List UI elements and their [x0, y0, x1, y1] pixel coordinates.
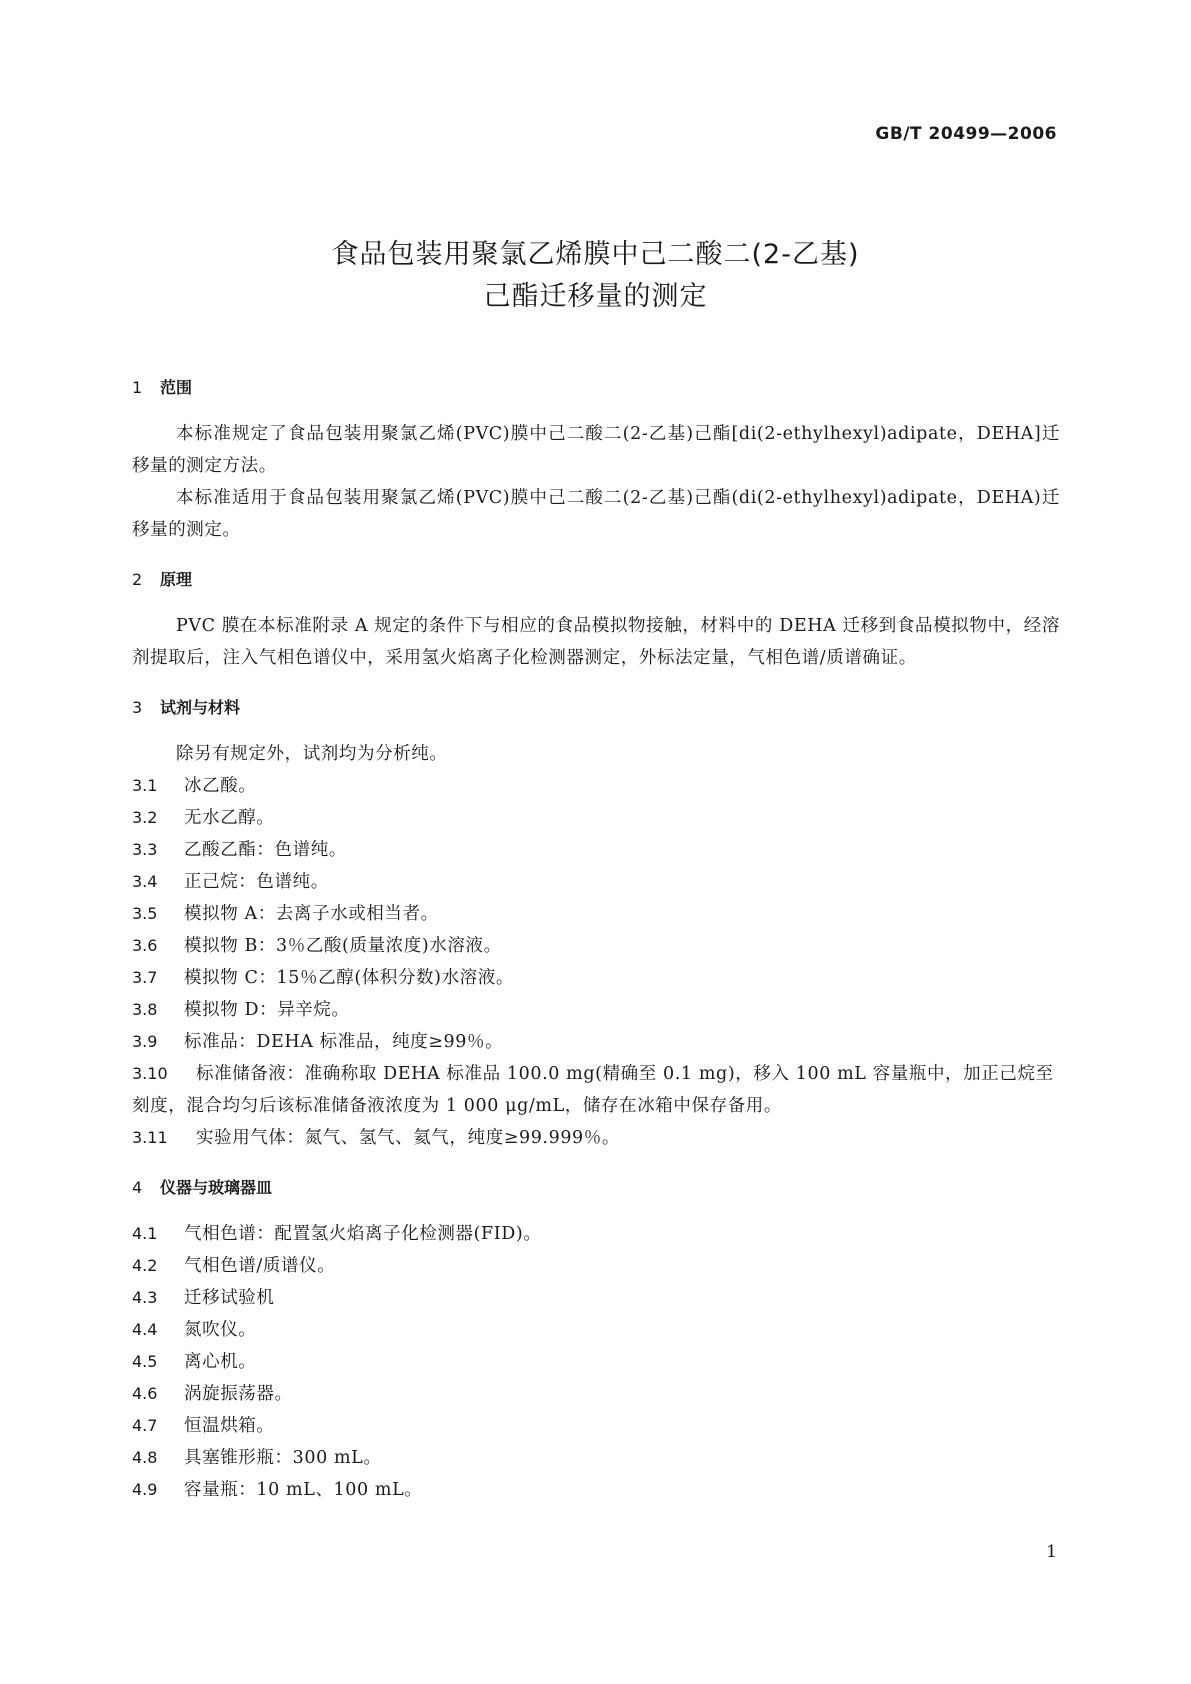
- section-heading-scope: [132, 372, 1060, 404]
- item-number: 3.11: [132, 1128, 168, 1147]
- list-item: [132, 1058, 1060, 1122]
- item-text: 具塞锥形瓶：300 mL。: [184, 1448, 382, 1468]
- item-text: 氮吹仪。: [184, 1320, 257, 1340]
- item-number: 3.3: [132, 840, 158, 859]
- item-number: 3.1: [132, 776, 158, 795]
- paragraph: 本标准适用于食品包装用聚氯乙烯(PVC)膜中己二酸二(2-乙基)己酯(di(2-ethylhexyl)adipate，DEHA)迁移量的测定。: [132, 488, 1060, 540]
- item-text: 模拟物 A：去离子水或相当者。: [184, 904, 439, 924]
- section-heading-principle: [132, 564, 1060, 596]
- item-text: 涡旋振荡器。: [184, 1384, 293, 1404]
- list-item: [132, 994, 1060, 1026]
- item-text: 标准储备液：准确称取 DEHA 标准品 100.0 mg(精确至 0.1 mg)，移入 100 mL 容量瓶中，加正己烷至刻度，混合均匀后该标准储备液浓度为 1 000 μg/mL，储存在冰箱中保存备用。: [132, 1064, 1054, 1116]
- section-number: 3: [132, 698, 143, 717]
- list-item: [132, 930, 1060, 962]
- item-text: 冰乙酸。: [184, 776, 257, 796]
- document-body: [132, 372, 1060, 1506]
- item-number: 3.5: [132, 904, 158, 923]
- list-item: [132, 898, 1060, 930]
- item-text: 标准品：DEHA 标准品，纯度≥99％。: [184, 1032, 504, 1052]
- item-number: 3.4: [132, 872, 158, 891]
- list-item: [132, 802, 1060, 834]
- paragraph: 除另有规定外，试剂均为分析纯。: [176, 744, 448, 764]
- item-text: 模拟物 D：异辛烷。: [184, 1000, 350, 1020]
- item-text: 离心机。: [184, 1352, 257, 1372]
- item-number: 3.7: [132, 968, 158, 987]
- item-text: 气相色谱/质谱仪。: [184, 1256, 336, 1276]
- section-title: 范围: [160, 378, 193, 397]
- item-text: 正己烷：色谱纯。: [184, 872, 329, 892]
- list-item: [132, 1410, 1060, 1442]
- section-title: 原理: [160, 570, 193, 589]
- standard-code: GB/T 20499—2006: [875, 124, 1057, 144]
- section-number: 1: [132, 378, 143, 397]
- item-number: 4.2: [132, 1256, 158, 1275]
- item-number: 4.9: [132, 1480, 158, 1499]
- item-number: 3.8: [132, 1000, 158, 1019]
- list-item: [132, 866, 1060, 898]
- item-number: 3.10: [132, 1064, 168, 1083]
- section-heading-reagents: [132, 692, 1060, 724]
- list-item: [132, 1442, 1060, 1474]
- item-text: 乙酸乙酯：色谱纯。: [184, 840, 347, 860]
- item-number: 4.7: [132, 1416, 158, 1435]
- item-number: 4.4: [132, 1320, 158, 1339]
- item-number: 3.9: [132, 1032, 158, 1051]
- section-heading-apparatus: [132, 1172, 1060, 1204]
- list-item: [132, 1314, 1060, 1346]
- list-item: [132, 1250, 1060, 1282]
- item-text: 实验用气体：氮气、氢气、氦气，纯度≥99.999％。: [196, 1128, 620, 1148]
- item-text: 容量瓶：10 mL、100 mL。: [184, 1480, 423, 1500]
- section-title: 仪器与玻璃器皿: [160, 1178, 273, 1197]
- item-number: 3.2: [132, 808, 158, 827]
- item-number: 4.5: [132, 1352, 158, 1371]
- item-text: 气相色谱：配置氢火焰离子化检测器(FID)。: [184, 1224, 542, 1244]
- list-item: [132, 834, 1060, 866]
- item-number: 3.6: [132, 936, 158, 955]
- list-item: [132, 1282, 1060, 1314]
- document-title-line-2: 己酯迁移量的测定: [483, 281, 708, 312]
- list-item: [132, 770, 1060, 802]
- item-text: 恒温烘箱。: [184, 1416, 275, 1436]
- item-text: 模拟物 B：3％乙酸(质量浓度)水溶液。: [184, 936, 502, 956]
- item-number: 4.8: [132, 1448, 158, 1467]
- section-title: 试剂与材料: [160, 698, 241, 717]
- item-text: 无水乙醇。: [184, 808, 275, 828]
- section-number: 2: [132, 570, 143, 589]
- list-item: [132, 962, 1060, 994]
- section-number: 4: [132, 1178, 143, 1197]
- list-item: [132, 1346, 1060, 1378]
- list-item: [132, 1122, 1060, 1154]
- item-text: 迁移试验机: [184, 1288, 275, 1308]
- page-number: 1: [1046, 1542, 1057, 1562]
- item-number: 4.1: [132, 1224, 158, 1243]
- list-item: [132, 1026, 1060, 1058]
- item-number: 4.3: [132, 1288, 158, 1307]
- item-text: 模拟物 C：15％乙醇(体积分数)水溶液。: [184, 968, 514, 988]
- list-item: [132, 1218, 1060, 1250]
- item-number: 4.6: [132, 1384, 158, 1403]
- list-item: [132, 1378, 1060, 1410]
- paragraph: PVC 膜在本标准附录 A 规定的条件下与相应的食品模拟物接触，材料中的 DEHA 迁移到食品模拟物中，经溶剂提取后，注入气相色谱仪中，采用氢火焰离子化检测器测定，外标法定量，气相色谱/质谱确证。: [132, 616, 1060, 668]
- document-title-line-1: 食品包装用聚氯乙烯膜中己二酸二(2-乙基): [331, 239, 860, 270]
- list-item: [132, 1474, 1060, 1506]
- paragraph: 本标准规定了食品包装用聚氯乙烯(PVC)膜中己二酸二(2-乙基)己酯[di(2-ethylhexyl)adipate，DEHA]迁移量的测定方法。: [132, 424, 1060, 476]
